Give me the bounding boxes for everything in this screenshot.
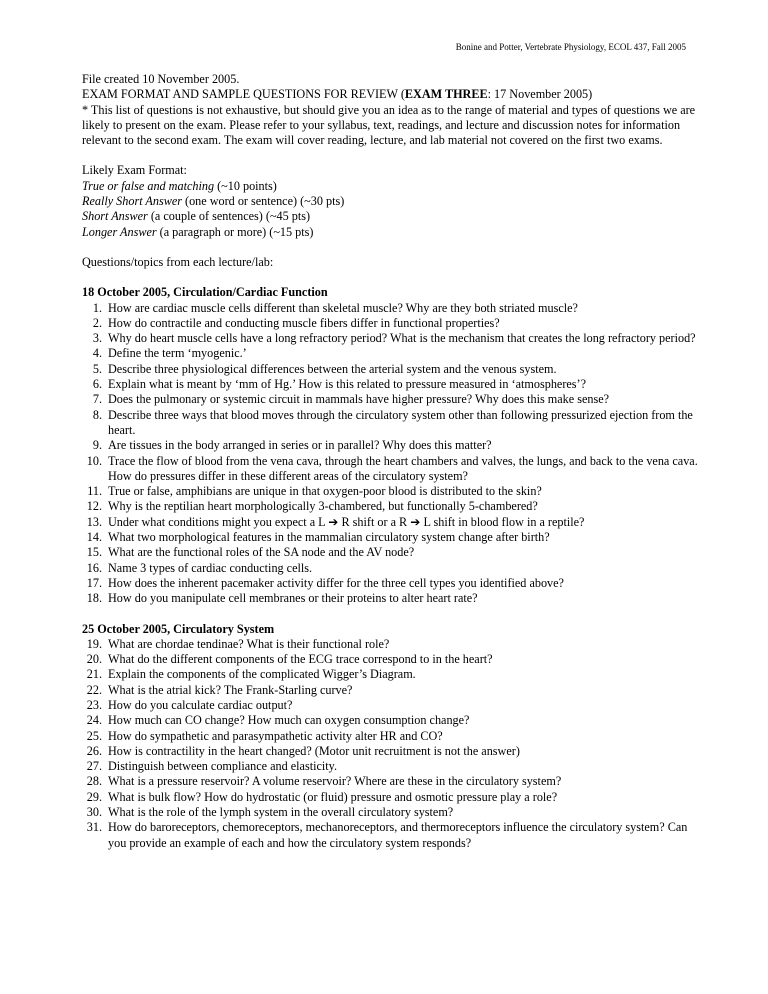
question-number: 9. bbox=[92, 438, 102, 453]
question-number: 25. bbox=[86, 728, 102, 743]
section-circulation bbox=[82, 285, 702, 606]
question-text: What is the role of the lymph system in the overall circulatory system? bbox=[108, 805, 454, 820]
question-item bbox=[82, 820, 702, 851]
question-number: 7. bbox=[92, 392, 102, 407]
format-item-label: True or false and matching bbox=[82, 178, 215, 193]
question-text: Explain what is meant by ‘mm of Hg.’ How is this related to pressure measured in ‘atmospheres’? bbox=[108, 377, 587, 392]
question-text: Trace the flow of blood from the vena cava, through the heart chambers and valves, the lungs, and back to the vena cava. How do pressures differ in these different areas of the circulatory system? bbox=[108, 453, 698, 483]
question-item bbox=[82, 301, 702, 316]
question-text: Name 3 types of cardiac conducting cells. bbox=[108, 560, 313, 575]
question-number: 5. bbox=[92, 361, 102, 376]
question-number: 21. bbox=[86, 667, 102, 682]
topics-heading-block bbox=[82, 255, 702, 270]
question-number: 26. bbox=[86, 743, 102, 758]
format-item-detail: (~10 points) bbox=[214, 178, 277, 193]
question-number: 19. bbox=[86, 636, 102, 651]
question-number: 2. bbox=[92, 315, 102, 330]
question-number: 22. bbox=[86, 682, 102, 697]
question-text: How do you calculate cardiac output? bbox=[108, 697, 293, 712]
question-number: 27. bbox=[86, 759, 102, 774]
exam-title-bold: EXAM THREE bbox=[404, 87, 488, 102]
question-text: What are chordae tendinae? What is their functional role? bbox=[108, 636, 390, 651]
format-item bbox=[82, 179, 702, 194]
question-number: 6. bbox=[92, 377, 102, 392]
question-item bbox=[82, 484, 702, 499]
question-item bbox=[82, 346, 702, 361]
question-text: How does the inherent pacemaker activity differ for the three cell types you identified above? bbox=[108, 575, 564, 590]
question-item bbox=[82, 774, 702, 789]
question-item bbox=[82, 683, 702, 698]
question-text: Distinguish between compliance and elasticity. bbox=[108, 759, 338, 774]
question-text: What is bulk flow? How do hydrostatic (or fluid) pressure and osmotic pressure play a role? bbox=[108, 789, 558, 804]
question-number: 31. bbox=[86, 820, 102, 835]
question-text: Are tissues in the body arranged in series or in parallel? Why does this matter? bbox=[108, 438, 492, 453]
question-number: 20. bbox=[86, 652, 102, 667]
question-text: How is contractility in the heart changed? (Motor unit recruitment is not the answer) bbox=[108, 743, 520, 758]
format-item-detail: (a couple of sentences) (~45 pts) bbox=[147, 209, 311, 224]
intro-note: * This list of questions is not exhaustive, but should give you an idea as to the range of material and types of questions we are likely to present on the exam. Please refer to your syllabus, text, readings, and lecture and discussion notes for information relevant to the second exam. The exam will cover reading, lecture, and lab material not covered on the first two exams. bbox=[82, 102, 696, 148]
question-text: What two morphological features in the mammalian circulatory system change after birth? bbox=[108, 530, 550, 545]
format-item bbox=[82, 194, 702, 209]
question-item bbox=[82, 515, 702, 530]
question-number: 24. bbox=[86, 713, 102, 728]
question-item bbox=[82, 652, 702, 667]
question-item bbox=[82, 744, 702, 759]
running-header: Bonine and Potter, Vertebrate Physiology, ECOL 437, Fall 2005 bbox=[455, 42, 686, 52]
question-number: 17. bbox=[86, 575, 102, 590]
question-item bbox=[82, 408, 702, 439]
document-body bbox=[82, 72, 702, 851]
question-number: 4. bbox=[92, 346, 102, 361]
format-item bbox=[82, 225, 702, 240]
question-text: How much can CO change? How much can oxygen consumption change? bbox=[108, 713, 470, 728]
format-heading: Likely Exam Format: bbox=[82, 163, 187, 178]
format-item-label: Short Answer bbox=[82, 209, 148, 224]
question-number: 10. bbox=[86, 453, 102, 468]
question-number: 15. bbox=[86, 545, 102, 560]
question-number: 28. bbox=[86, 774, 102, 789]
file-created-line: File created 10 November 2005. bbox=[82, 72, 240, 86]
format-item-label: Longer Answer bbox=[82, 224, 157, 239]
format-item-label: Really Short Answer bbox=[82, 194, 182, 209]
question-item bbox=[82, 316, 702, 331]
question-number: 13. bbox=[86, 514, 102, 529]
section-title: 18 October 2005, Circulation/Cardiac Function bbox=[82, 285, 328, 300]
question-number: 14. bbox=[86, 530, 102, 545]
question-number: 29. bbox=[86, 789, 102, 804]
question-text: Why is the reptilian heart morphologically 3-chambered, but functionally 5-chambered? bbox=[108, 499, 538, 514]
question-number: 11. bbox=[87, 484, 102, 499]
question-number: 18. bbox=[86, 591, 102, 606]
format-item bbox=[82, 209, 702, 224]
question-text: True or false, amphibians are unique in that oxygen-poor blood is distributed to the skin? bbox=[108, 484, 542, 499]
question-item bbox=[82, 591, 702, 606]
intro-block bbox=[82, 72, 702, 148]
question-item bbox=[82, 530, 702, 545]
question-number: 12. bbox=[86, 499, 102, 514]
question-text: Why do heart muscle cells have a long refractory period? What is the mechanism that creates the long refractory period? bbox=[108, 331, 696, 346]
section-circulatory-system bbox=[82, 622, 702, 851]
question-text: What do the different components of the ECG trace correspond to in the heart? bbox=[108, 652, 493, 667]
question-list bbox=[82, 301, 702, 607]
question-text: What is a pressure reservoir? A volume reservoir? Where are these in the circulatory system? bbox=[108, 774, 562, 789]
exam-format-block bbox=[82, 163, 702, 239]
question-text: Under what conditions might you expect a L ➔ R shift or a R ➔ L shift in blood flow in a reptile? bbox=[108, 514, 585, 529]
question-item bbox=[82, 637, 702, 652]
section-title: 25 October 2005, Circulatory System bbox=[82, 621, 275, 636]
question-item bbox=[82, 377, 702, 392]
question-text: How do you manipulate cell membranes or their proteins to alter heart rate? bbox=[108, 591, 478, 606]
question-item bbox=[82, 499, 702, 514]
question-item bbox=[82, 729, 702, 744]
question-item bbox=[82, 362, 702, 377]
exam-title-line bbox=[82, 87, 702, 102]
question-text: Does the pulmonary or systemic circuit in mammals have higher pressure? Why does this make sense? bbox=[108, 392, 610, 407]
question-number: 1. bbox=[92, 300, 102, 315]
question-item bbox=[82, 392, 702, 407]
question-item bbox=[82, 438, 702, 453]
exam-title-suffix: : 17 November 2005) bbox=[487, 87, 593, 102]
question-text: How do baroreceptors, chemoreceptors, mechanoreceptors, and thermoreceptors influence the circulatory system? Can you provide an example of each and how the circulatory system responds? bbox=[108, 820, 688, 850]
question-text: What are the functional roles of the SA node and the AV node? bbox=[108, 545, 415, 560]
question-text: How do contractile and conducting muscle fibers differ in functional properties? bbox=[108, 315, 500, 330]
question-item bbox=[82, 805, 702, 820]
question-item bbox=[82, 713, 702, 728]
question-number: 16. bbox=[86, 560, 102, 575]
question-number: 23. bbox=[86, 697, 102, 712]
question-item bbox=[82, 561, 702, 576]
question-item bbox=[82, 667, 702, 682]
question-number: 3. bbox=[92, 331, 102, 346]
question-item bbox=[82, 545, 702, 560]
question-list bbox=[82, 637, 702, 851]
exam-title-prefix: EXAM FORMAT AND SAMPLE QUESTIONS FOR REVIEW ( bbox=[82, 87, 405, 102]
question-text: Explain the components of the complicated Wigger’s Diagram. bbox=[108, 667, 416, 682]
topics-heading: Questions/topics from each lecture/lab: bbox=[82, 254, 274, 269]
question-number: 30. bbox=[86, 805, 102, 820]
question-item bbox=[82, 331, 702, 346]
question-item bbox=[82, 454, 702, 485]
question-text: How do sympathetic and parasympathetic activity alter HR and CO? bbox=[108, 728, 443, 743]
question-text: What is the atrial kick? The Frank-Starling curve? bbox=[108, 682, 353, 697]
question-text: How are cardiac muscle cells different than skeletal muscle? Why are they both striated muscle? bbox=[108, 300, 578, 315]
question-text: Define the term ‘myogenic.’ bbox=[108, 346, 247, 361]
question-item bbox=[82, 759, 702, 774]
question-item bbox=[82, 576, 702, 591]
question-text: Describe three physiological differences between the arterial system and the venous system. bbox=[108, 361, 557, 376]
question-item bbox=[82, 790, 702, 805]
format-item-detail: (one word or sentence) (~30 pts) bbox=[181, 194, 345, 209]
question-item bbox=[82, 698, 702, 713]
question-number: 8. bbox=[92, 407, 102, 422]
question-text: Describe three ways that blood moves through the circulatory system other than following pressurized ejection from the heart. bbox=[108, 407, 693, 437]
format-item-detail: (a paragraph or more) (~15 pts) bbox=[156, 224, 314, 239]
